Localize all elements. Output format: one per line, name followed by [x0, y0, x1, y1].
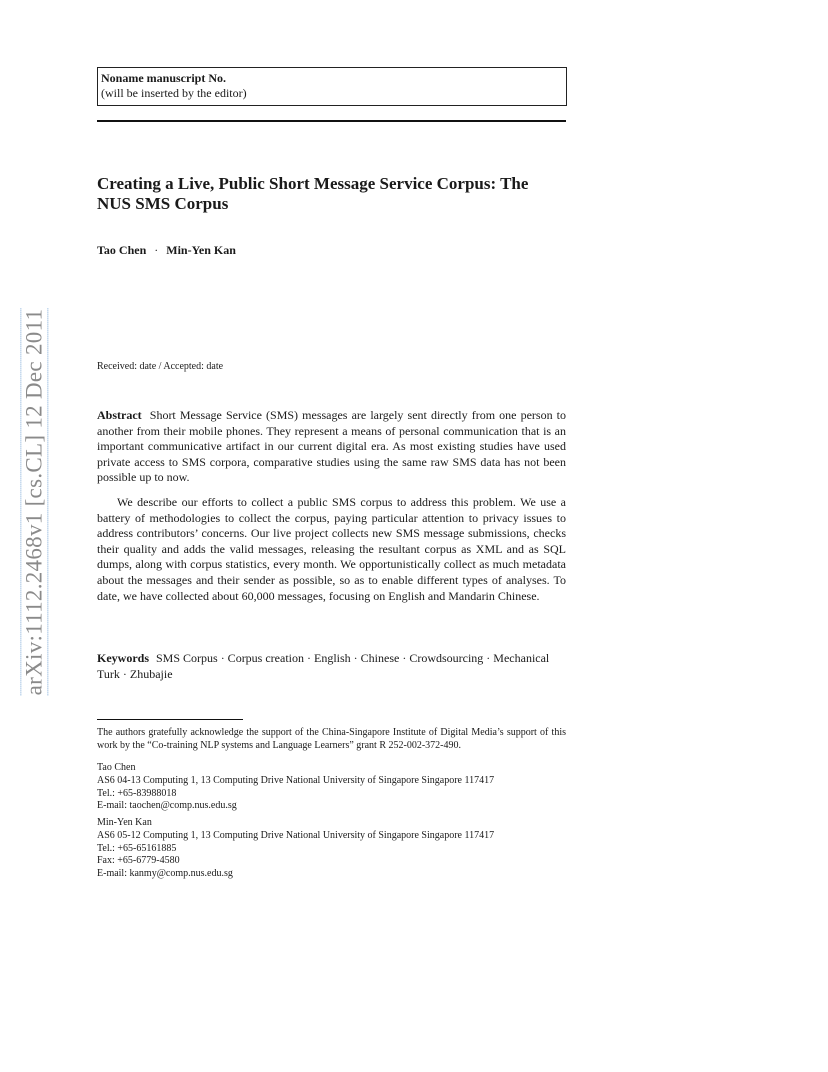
affiliation-email: E-mail: taochen@comp.nus.edu.sg: [97, 800, 237, 812]
author-list: [97, 243, 236, 258]
affiliation-tao-chen: [97, 762, 566, 813]
abstract-paragraph-2: We describe our efforts to collect a public SMS corpus to address this problem. We use a battery of methodologies to collect the corpus, paying particular attention to privacy issues to address contributors’ concerns. Our live project collects new SMS message submissions, checks their quality and adds the valid messages, releasing the resultant corpus as XML and as SQL dumps, along with corpus statistics, every month. We opportunistically collect as much metadata about the messages and their sender as possible, so as to enable different types of analyses. To date, we have collected about 60,000 messages, focusing on English and Mandarin Chinese.: [97, 495, 566, 603]
arxiv-identifier-stamp: [20, 263, 48, 740]
acknowledgement-footnote: The authors gratefully acknowledge the support of the China-Singapore Institute of Digital Media’s support of this work by the “Co-training NLP systems and Language Learners” grant R 252-002-372-490.: [97, 727, 566, 751]
affiliation-name: Tao Chen: [97, 762, 136, 773]
abstract-text: Short Message Service (SMS) messages are largely sent directly from one person to another from their mobile phones. They represent a means of personal communication that is an important communicative artifact in our current digital era. As most existing studies have used private access to SMS corpora, comparative studies using the same raw SMS data has not been possible up to now.: [97, 408, 567, 485]
paper-title-line-1: Creating a Live, Public Short Message Service Corpus: The: [97, 174, 529, 193]
abstract-paragraph: [97, 408, 566, 486]
journal-note-box: [97, 67, 567, 106]
keywords-label: Keywords: [97, 651, 149, 665]
editor-note-label: (will be inserted by the editor): [101, 86, 247, 100]
affiliation-address: AS6 04-13 Computing 1, 13 Computing Drive National University of Singapore Singapore 117417: [97, 774, 495, 786]
manuscript-number-label: Noname manuscript No.: [101, 71, 226, 85]
author-separator: ·: [154, 243, 159, 257]
footnote-rule: [97, 719, 243, 720]
affiliation-tel: Tel.: +65-65161885: [97, 842, 177, 854]
keywords-text: SMS Corpus · Corpus creation · English · Chinese · Crowdsourcing · Mechanical Turk · Zhubajie: [97, 651, 550, 681]
arxiv-identifier-text: arXiv:1112.2468v1 [cs.CL] 12 Dec 2011: [21, 308, 47, 695]
abstract-label: Abstract: [97, 408, 142, 422]
keywords-paragraph: [97, 651, 566, 682]
affiliation-tel: Tel.: +65-83988018: [97, 787, 177, 799]
author-name: Min-Yen Kan: [166, 243, 236, 257]
affiliation-address: AS6 05-12 Computing 1, 13 Computing Drive National University of Singapore Singapore 117417: [97, 829, 495, 841]
affiliation-email: E-mail: kanmy@comp.nus.edu.sg: [97, 868, 233, 880]
paper-title: [97, 174, 577, 214]
affiliation-min-yen-kan: [97, 817, 566, 881]
author-name: Tao Chen: [97, 243, 147, 257]
affiliation-name: Min-Yen Kan: [97, 817, 152, 828]
affiliation-fax: Fax: +65-6779-4580: [97, 855, 180, 867]
received-accepted-dates: Received: date / Accepted: date: [97, 361, 224, 372]
header-rule: [97, 120, 566, 122]
paper-title-line-2: NUS SMS Corpus: [97, 194, 229, 213]
